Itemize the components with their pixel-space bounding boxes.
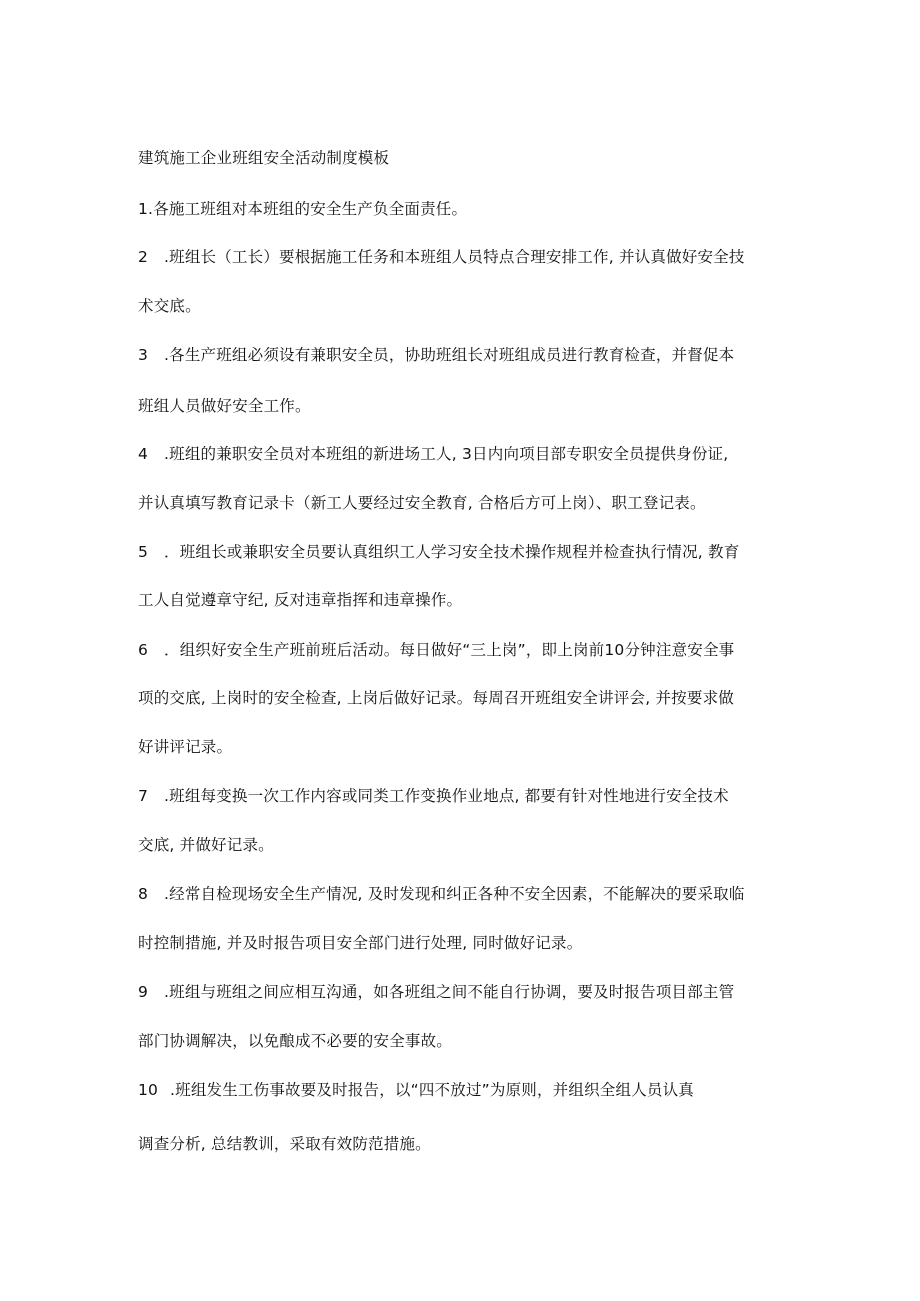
list-item [138, 542, 739, 562]
item-number: 2 [138, 248, 149, 266]
item-text: .班组每变换一次工作内容或同类工作变换作业地点, 都要有针对性地进行安全技术 [164, 787, 729, 805]
item-text: ．班组长或兼职安全员要认真组织工人学习安全技术操作规程并检查执行情况, 教育 [164, 543, 740, 561]
list-item [138, 247, 745, 267]
list-item [138, 982, 734, 1002]
item-continuation: 部门协调解决，以免酿成不必要的安全事故。 [138, 1032, 453, 1050]
item-continuation: 调查分析, 总结教训，采取有效防范措施。 [138, 1135, 431, 1153]
item-number: 9 [138, 983, 149, 1001]
list-item [138, 345, 734, 365]
item-continuation: 术交底。 [138, 297, 201, 315]
list-item [138, 199, 467, 219]
item-number: 8 [138, 885, 149, 903]
item-text: ．组织好安全生产班前班后活动。每日做好“三上岗”，即上岗前10分钟注意安全事 [164, 641, 735, 659]
item-text: .各生产班组必须设有兼职安全员，协助班组长对班组成员进行教育检查，并督促本 [164, 346, 735, 364]
item-number: 1. [138, 200, 154, 218]
item-continuation: 时控制措施, 并及时报告项目安全部门进行处理, 同时做好记录。 [138, 934, 583, 952]
item-number: 10 [138, 1081, 159, 1099]
list-item [138, 884, 745, 904]
item-number: 3 [138, 346, 149, 364]
item-text: .班组与班组之间应相互沟通，如各班组之间不能自行协调，要及时报告项目部主管 [164, 983, 735, 1001]
list-item [138, 786, 729, 806]
item-continuation: 好讲评记录。 [138, 738, 233, 756]
list-item [138, 1080, 694, 1100]
list-item [138, 640, 734, 660]
item-text: .经常自检现场安全生产情况, 及时发现和纠正各种不安全因素，不能解决的要采取临 [164, 885, 745, 903]
item-continuation: 项的交底, 上岗时的安全检查, 上岗后做好记录。每周召开班组安全讲评会, 并按要求做 [138, 689, 734, 707]
item-text: .班组的兼职安全员对本班组的新进场工人, 3日内向项目部专职安全员提供身份证, [164, 445, 729, 463]
item-number: 6 [138, 641, 149, 659]
item-number: 7 [138, 787, 149, 805]
document-title: 建筑施工企业班组安全活动制度模板 [138, 149, 390, 167]
item-continuation: 并认真填写教育记录卡（新工人要经过安全教育, 合格后方可上岗）、职工登记表。 [138, 494, 706, 512]
item-continuation: 交底, 并做好记录。 [138, 836, 274, 854]
list-item [138, 444, 728, 464]
item-continuation: 工人自觉遵章守纪, 反对违章指挥和违章操作。 [138, 591, 463, 609]
item-text: 各施工班组对本班组的安全生产负全面责任。 [153, 200, 468, 218]
item-number: 4 [138, 445, 149, 463]
item-text: .班组长（工长）要根据施工任务和本班组人员特点合理安排工作, 并认真做好安全技 [164, 248, 745, 266]
item-continuation: 班组人员做好安全工作。 [138, 397, 311, 415]
item-number: 5 [138, 543, 149, 561]
item-text: .班组发生工伤事故要及时报告，以“四不放过”为原则，并组织全组人员认真 [170, 1081, 694, 1099]
